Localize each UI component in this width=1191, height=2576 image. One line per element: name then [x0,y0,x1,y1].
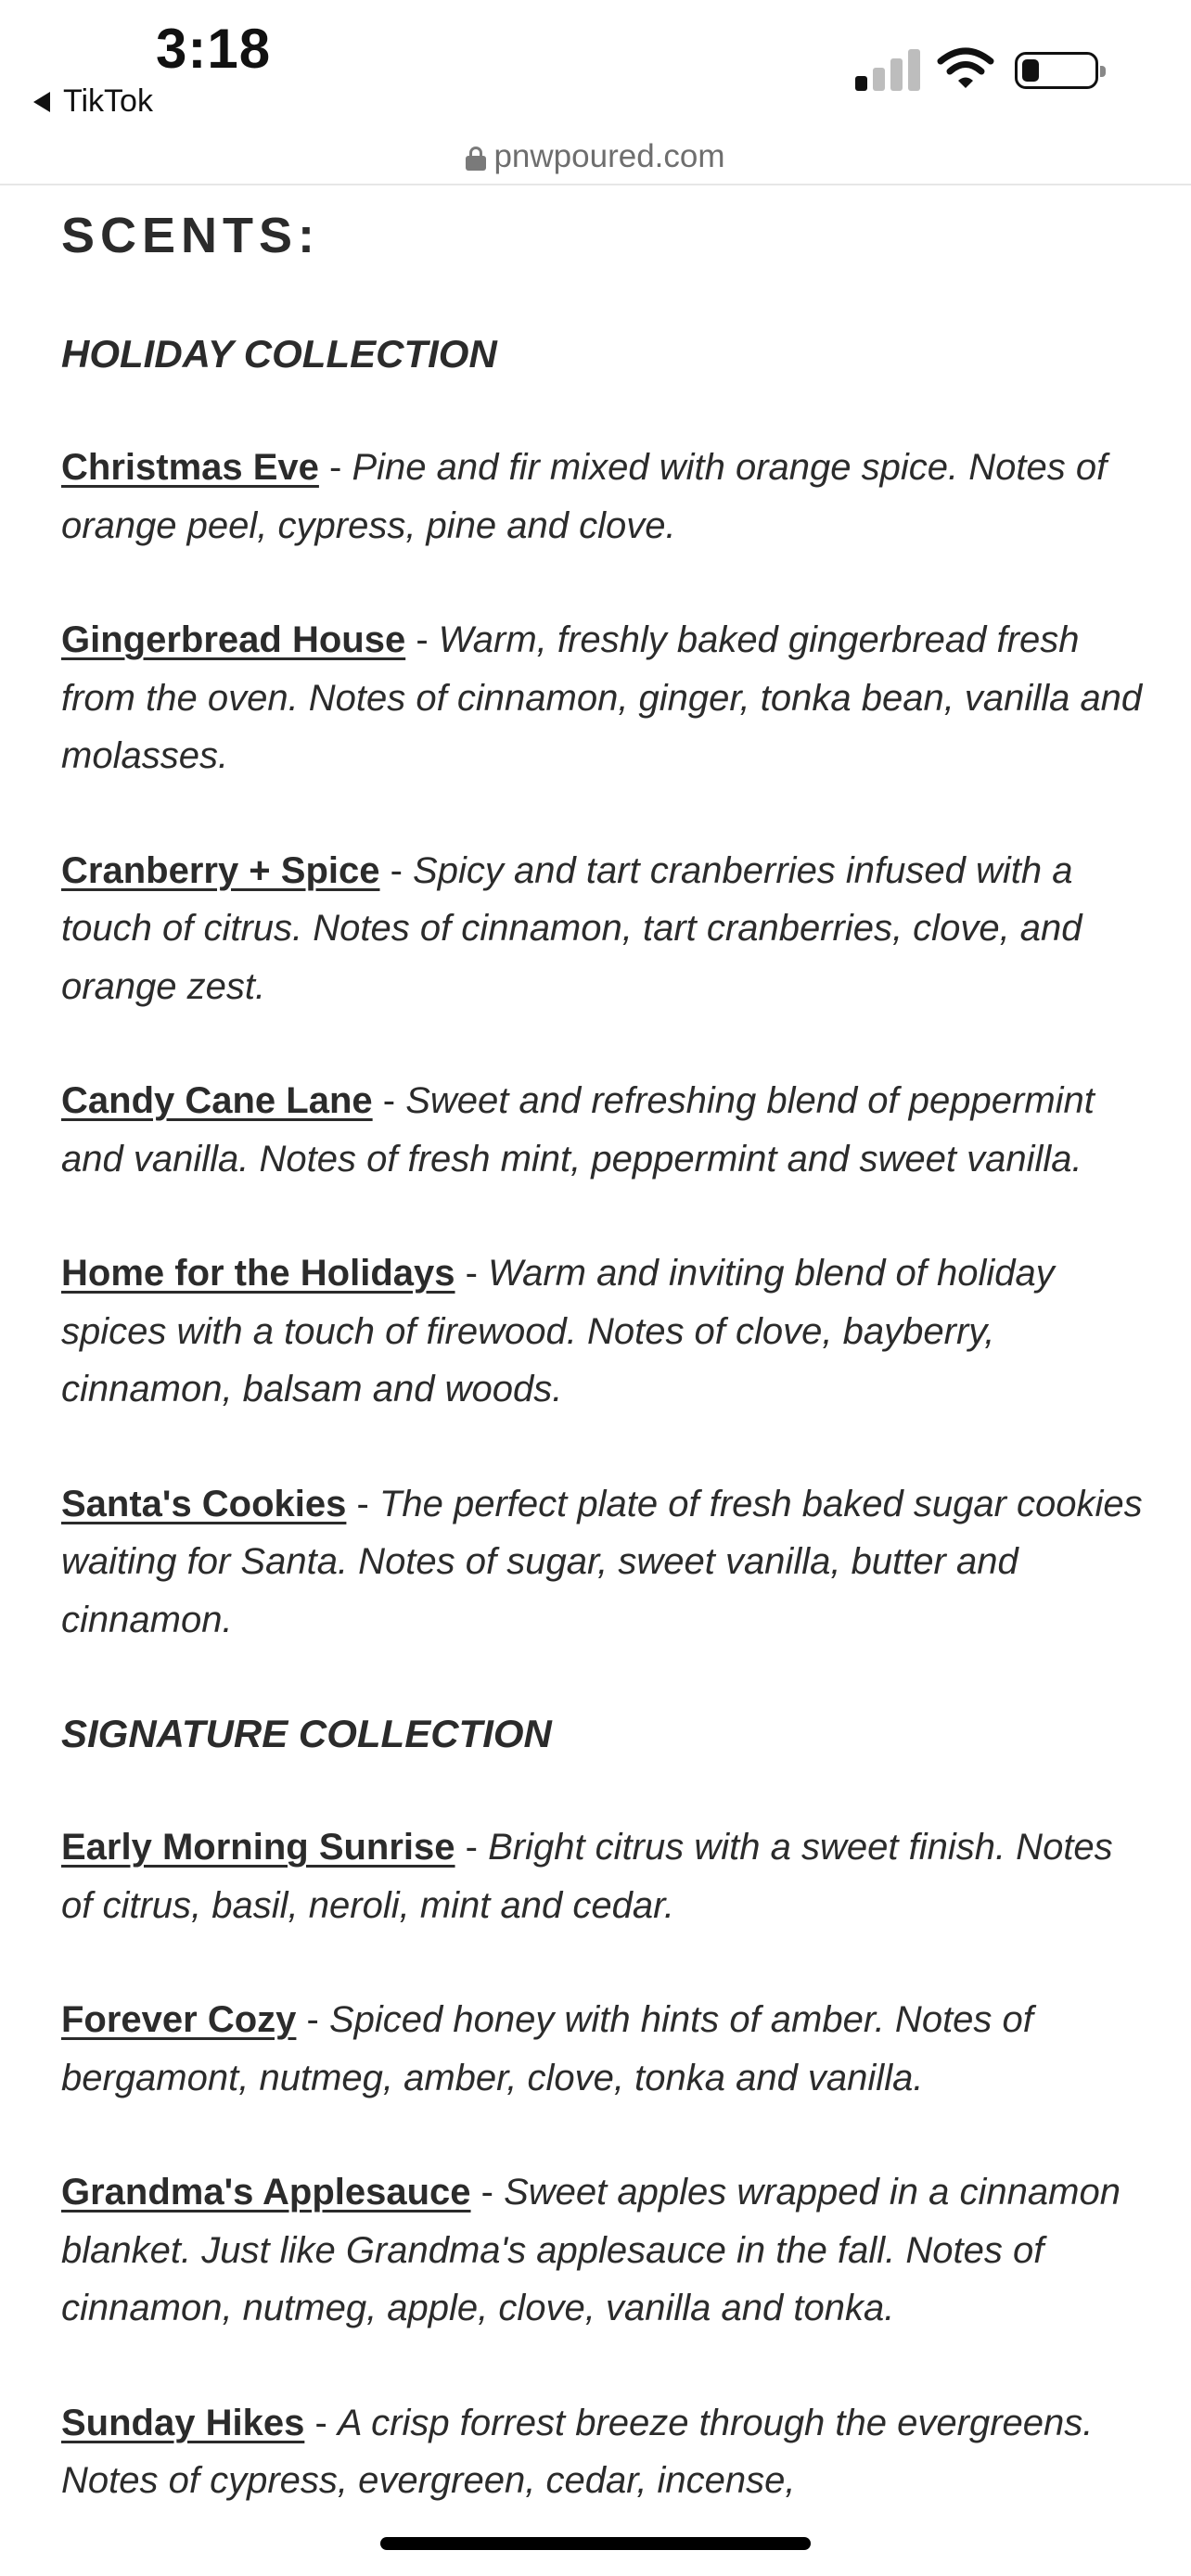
separator: - [455,1827,489,1868]
scent-name-link[interactable]: Early Morning Sunrise [61,1827,455,1868]
scent-name-link[interactable]: Christmas Eve [61,447,319,488]
scent-entry [61,842,1146,1016]
scent-description: Pine and fir mixed with orange spice. Notes of orange peel, cypress, pine and clove. [61,447,1108,546]
status-bar [0,0,1191,130]
address-bar[interactable] [0,130,1191,185]
separator: - [405,619,439,660]
separator: - [372,1080,406,1121]
separator: - [296,1999,329,2040]
back-app-label: TikTok [63,83,153,119]
scent-name-link[interactable]: Home for the Holidays [61,1253,455,1294]
scent-name-link[interactable]: Santa's Cookies [61,1483,347,1524]
scent-description: Spiced honey with hints of amber. Notes of bergamont, nutmeg, amber, clove, tonka and vanilla. [61,1999,1033,2098]
status-time: 3:18 [156,18,272,80]
scent-entry [61,611,1146,785]
scent-entry [61,1244,1146,1419]
scent-entry [61,1072,1146,1188]
scent-description: Bright citrus with a sweet finish. Notes of citrus, basil, neroli, mint and cedar. [61,1827,1113,1926]
scent-description: The perfect plate of fresh baked sugar cookies waiting for Santa. Notes of sugar, sweet vanilla, butter and cinnamon. [61,1483,1143,1640]
home-indicator[interactable] [380,2537,811,2550]
scent-name-link[interactable]: Sunday Hikes [61,2402,305,2443]
scent-description: A crisp forrest breeze through the evergreens. Notes of cypress, evergreen, cedar, incense, [61,2402,1094,2501]
back-arrow-icon [33,92,50,112]
cellular-signal-icon [855,48,920,91]
scent-name-link[interactable]: Candy Cane Lane [61,1080,373,1121]
separator: - [470,2172,505,2213]
separator: - [455,1253,489,1294]
page-content [61,202,1146,2510]
separator: - [304,2402,338,2443]
separator: - [379,849,414,891]
scent-description: Sweet and refreshing blend of peppermint and vanilla. Notes of fresh mint, peppermint and sweet vanilla. [61,1080,1095,1180]
scent-entry [61,1475,1146,1650]
separator: - [318,447,352,488]
lock-icon [466,147,486,171]
collection-heading: HOLIDAY COLLECTION [61,332,497,376]
scent-description: Sweet apples wrapped in a cinnamon blanket. Just like Grandma's applesauce in the fall. Notes of cinnamon, nutmeg, apple, clove, vanilla and tonka. [61,2172,1121,2328]
scent-entry [61,1818,1146,1934]
collection-heading: SIGNATURE COLLECTION [61,1712,552,1755]
separator: - [346,1483,379,1524]
page-title: SCENTS: [61,208,321,263]
scent-name-link[interactable]: Grandma's Applesauce [61,2172,471,2213]
battery-icon [1015,52,1098,89]
scent-description: Warm, freshly baked gingerbread fresh from the oven. Notes of cinnamon, ginger, tonka bean, vanilla and molasses. [61,619,1143,776]
scent-description: Spicy and tart cranberries infused with a touch of citrus. Notes of cinnamon, tart cranberries, clove, and orange zest. [61,849,1082,1007]
scent-name-link[interactable]: Cranberry + Spice [61,849,380,891]
scent-name-link[interactable]: Forever Cozy [61,1999,297,2040]
back-to-app-button[interactable] [33,83,153,120]
scent-entry [61,439,1146,555]
scent-description: Warm and inviting blend of holiday spices with a touch of firewood. Notes of clove, bayberry, cinnamon, balsam and woods. [61,1253,1055,1409]
scent-entry [61,2163,1146,2338]
scent-entry [61,2394,1146,2510]
url-text: pnwpoured.com [493,138,725,174]
scent-name-link[interactable]: Gingerbread House [61,619,406,660]
scent-entry [61,1991,1146,2107]
wifi-icon [937,46,994,89]
